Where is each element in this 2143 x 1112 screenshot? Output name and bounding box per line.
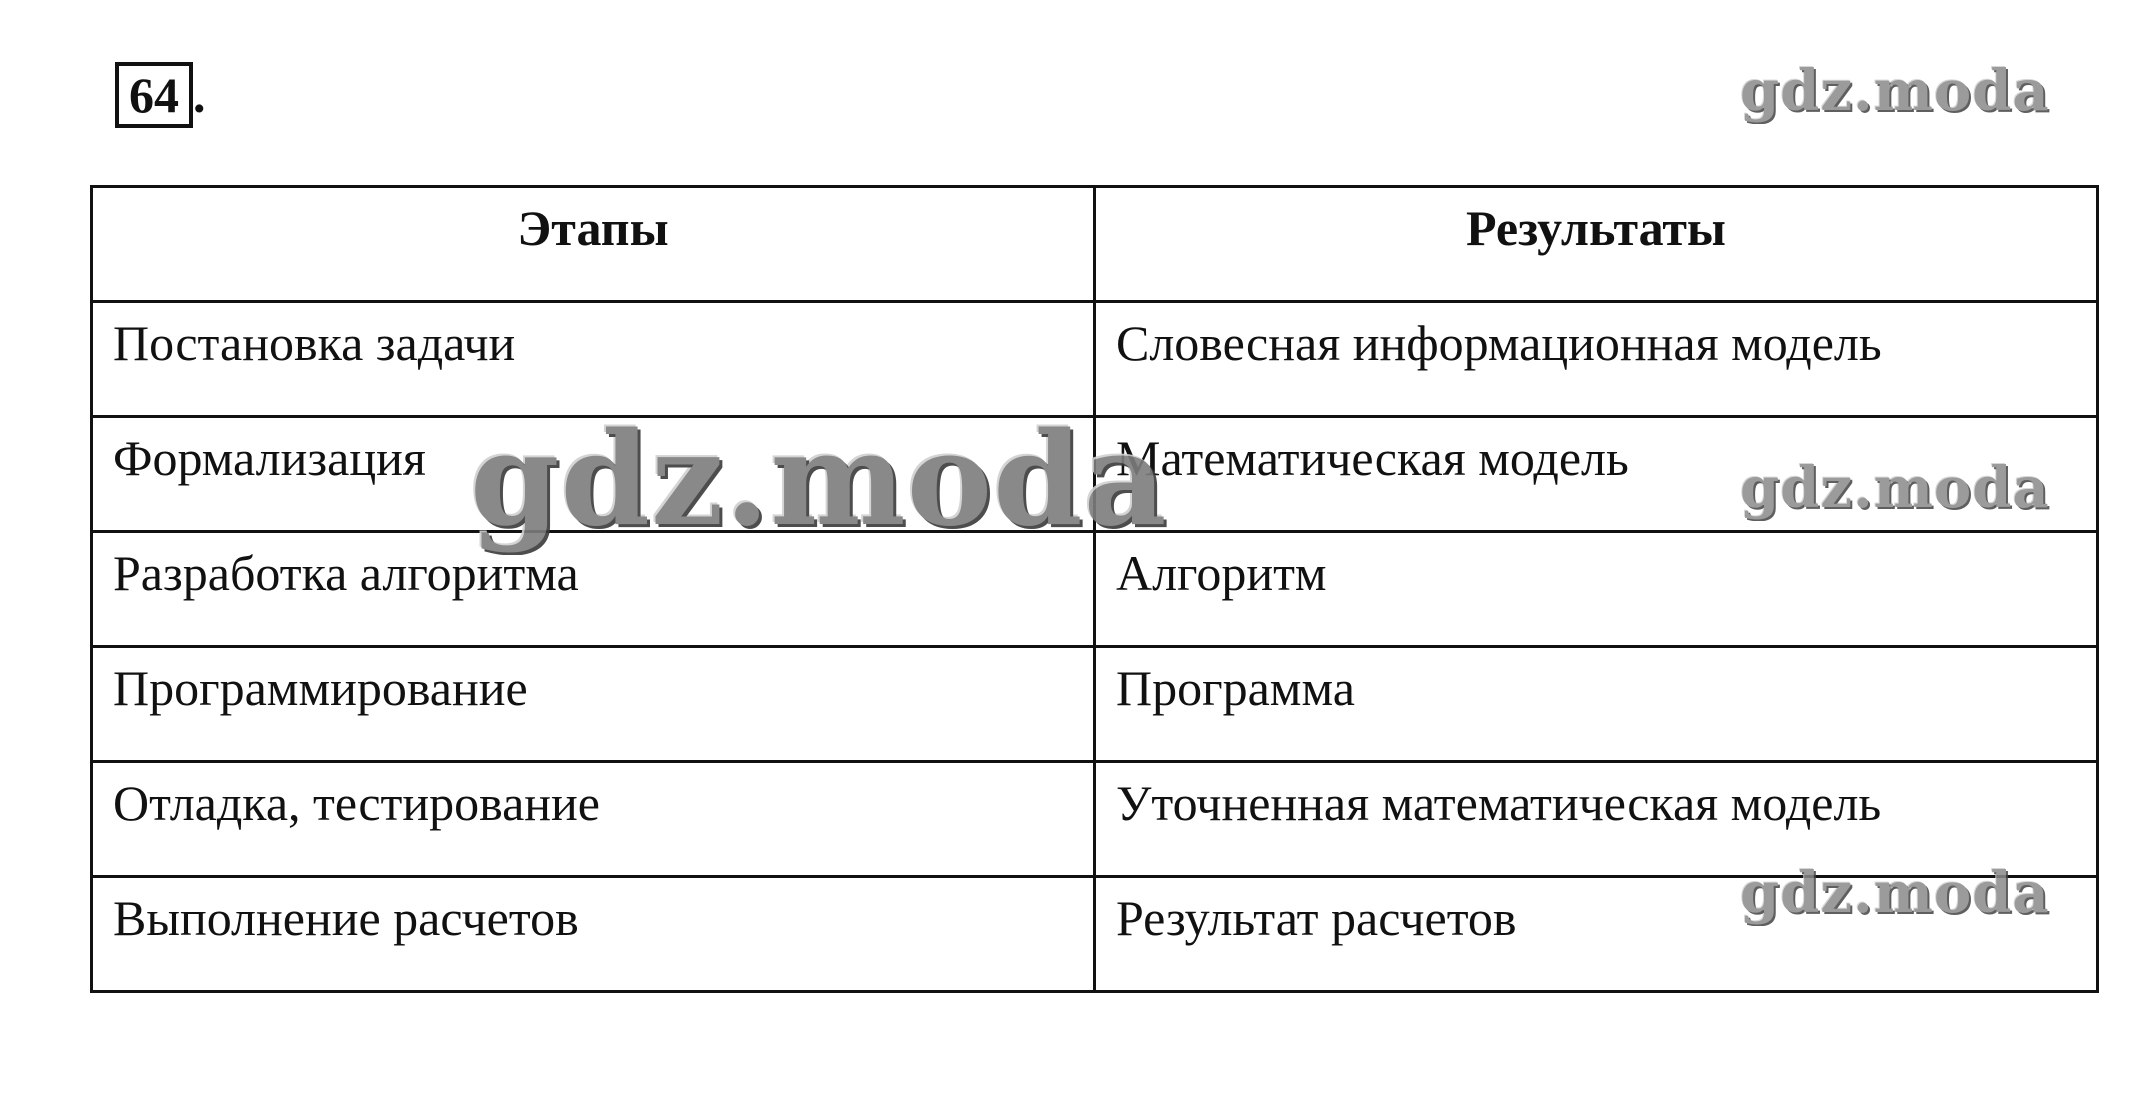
table-header-row (92, 187, 2098, 302)
watermark-bottom: gdz.moda (1740, 860, 2050, 926)
result-cell: Словесная информационная модель (1095, 302, 2098, 417)
stage-cell: Программирование (92, 647, 1095, 762)
table-row (92, 532, 2098, 647)
header-results: Результаты (1095, 187, 2098, 302)
task-number-suffix: . (193, 67, 206, 123)
table-row (92, 647, 2098, 762)
stages-results-table (90, 185, 2099, 993)
result-cell: Программа (1095, 647, 2098, 762)
stage-cell: Отладка, тестирование (92, 762, 1095, 877)
table-row (92, 762, 2098, 877)
result-cell: Результат расчетов (1095, 877, 2098, 992)
table-row (92, 877, 2098, 992)
header-stages: Этапы (92, 187, 1095, 302)
task-number-box: 64 (115, 62, 193, 128)
stage-cell: Постановка задачи (92, 302, 1095, 417)
stage-cell: Разработка алгоритма (92, 532, 1095, 647)
result-cell: Алгоритм (1095, 532, 2098, 647)
watermark-center: gdz.moda (470, 405, 1168, 555)
result-cell: Уточненная математическая модель (1095, 762, 2098, 877)
task-number (115, 62, 206, 128)
table-row (92, 302, 2098, 417)
stage-cell: Формализация (92, 417, 1095, 532)
table-row (92, 417, 2098, 532)
stage-cell: Выполнение расчетов (92, 877, 1095, 992)
watermark-top: gdz.moda (1740, 58, 2050, 124)
watermark-middle: gdz.moda (1740, 455, 2050, 521)
result-cell: Математическая модель (1095, 417, 2098, 532)
